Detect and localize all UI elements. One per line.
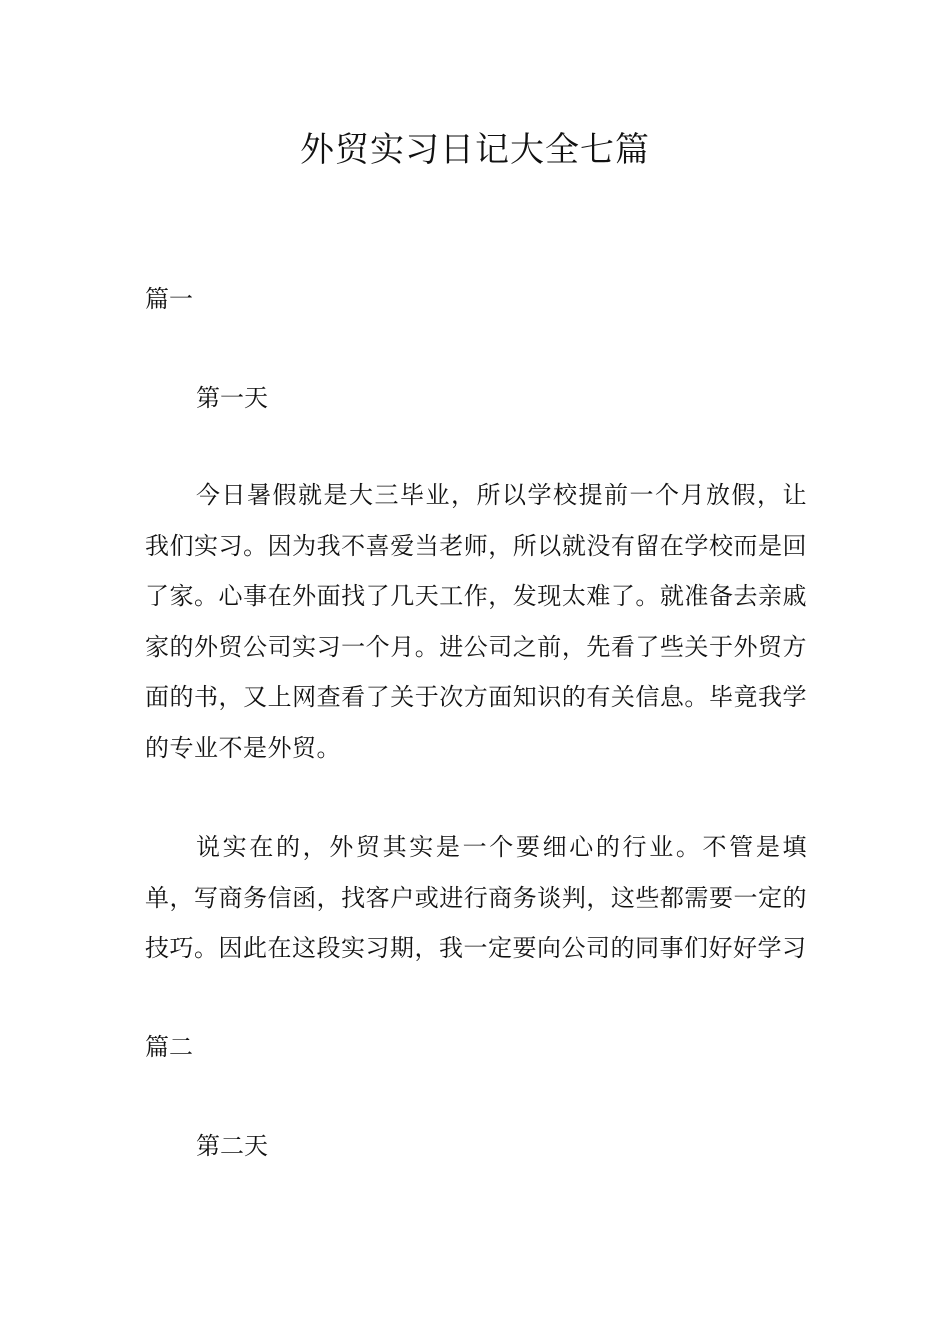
day-heading-2: 第二天 <box>196 1132 268 1160</box>
section-heading-2: 篇二 <box>145 1033 193 1061</box>
day-heading-1: 第一天 <box>196 384 268 412</box>
paragraph-2: 说实在的，外贸其实是一个要细心的行业。不管是填单，写商务信函，找客户或进行商务谈判，这些都需要一定的技巧。因此在这段实习期，我一定要向公司的同事们好好学习 <box>145 833 807 962</box>
document-title: 外贸实习日记大全七篇 <box>300 130 650 170</box>
paragraph-1: 今日暑假就是大三毕业，所以学校提前一个月放假，让我们实习。因为我不喜爱当老师，所以就没有留在学校而是回了家。心事在外面找了几天工作，发现太难了。就准备去亲戚家的外贸公司实习一个月。进公司之前，先看了些关于外贸方面的书，又上网查看了关于次方面知识的有关信息。毕竟我学的专业不是外贸。 <box>145 481 807 762</box>
section-heading-1: 篇一 <box>145 285 193 313</box>
